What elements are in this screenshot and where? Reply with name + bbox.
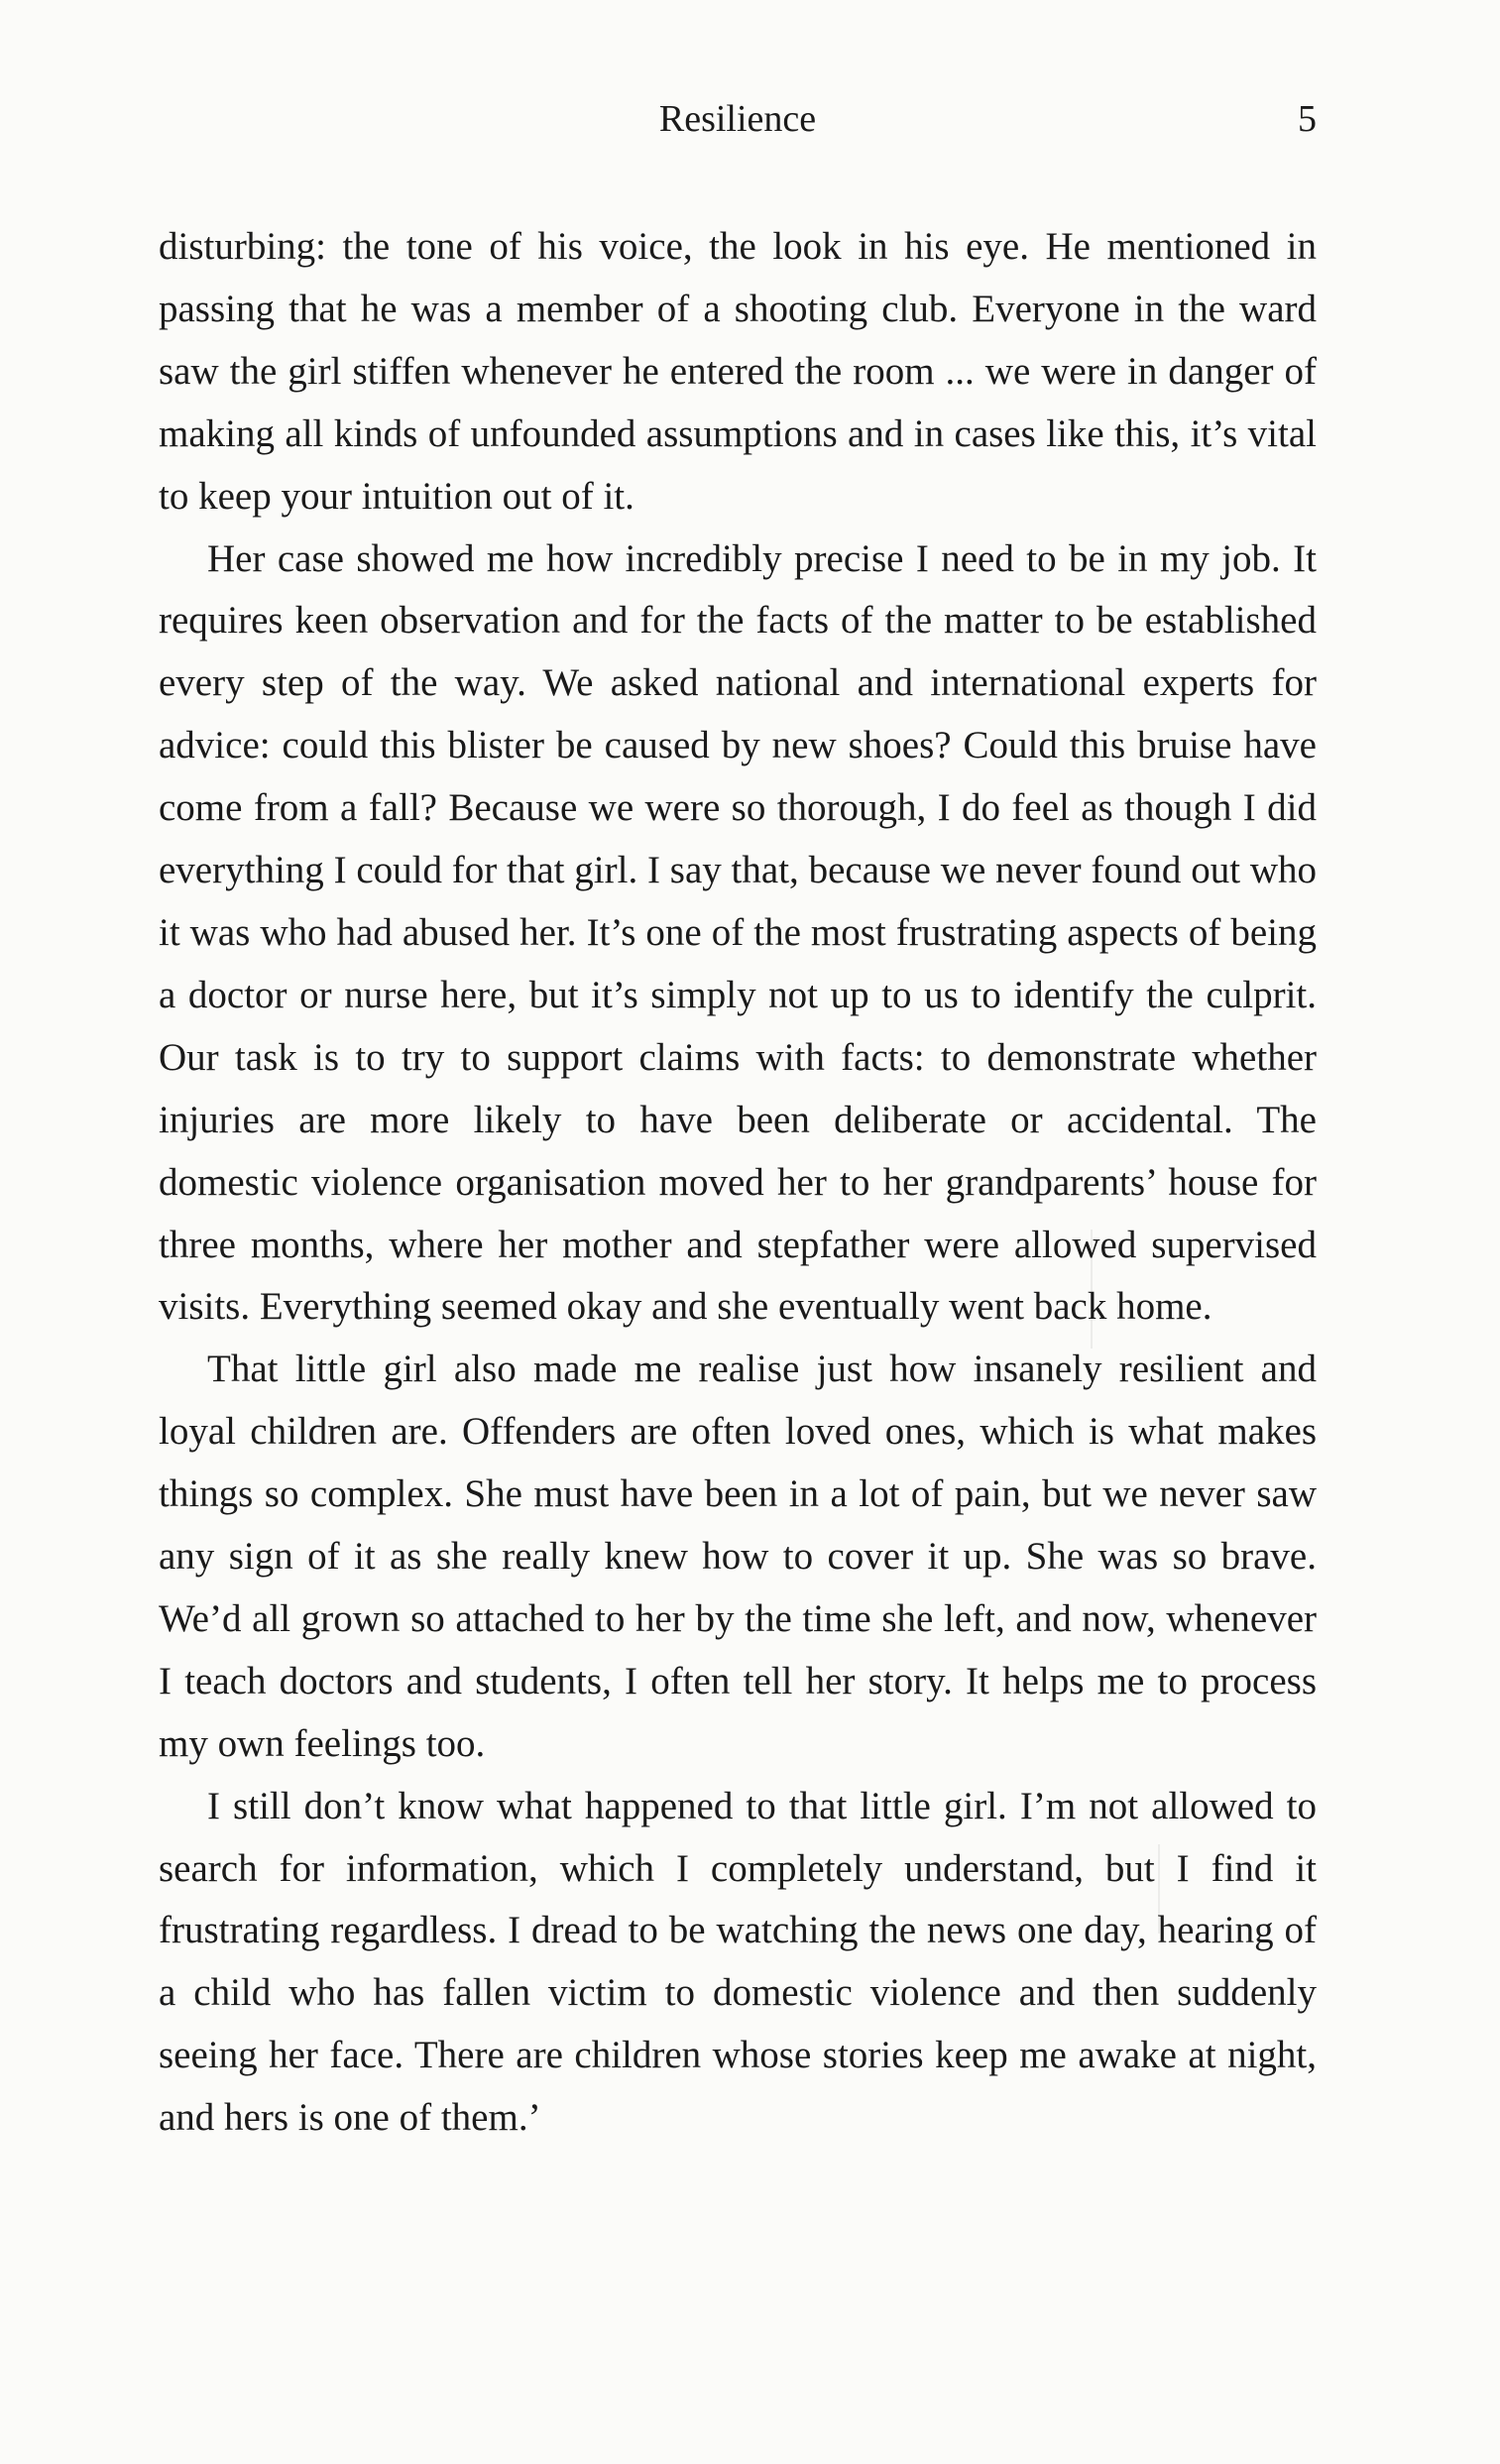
paragraph-continued: disturbing: the tone of his voice, the look in his eye. He mentioned in passing that he was a member of a shooting club. Everyone in the ward saw the girl stiffen whenever he entered the room ... we were in danger of making all kinds of unfounded assumptions and in cases like this, it’s vital to keep your intuition out of it.: [159, 225, 1317, 518]
running-title: Resilience: [658, 98, 817, 140]
paragraph: Her case showed me how incredibly precise I need to be in my job. It requires keen observation and for the facts of the matter to be established every step of the way. We asked national and international experts for advice: could this blister be caused by new shoes? Could this bruise have come from a fall? Because we were so thorough, I do feel as though I did everything I could for that girl. I say that, because we never found out who it was who had abused her. It’s one of the most frustrating aspects of being a doctor or nurse here, but it’s simply not up to us to identify the culprit. Our task is to try to support claims with facts: to demonstrate whether injuries are more likely to have been deliberate or accidental. The domestic violence organisation moved her to her grandparents’ house for three months, where her mother and stepfather were allowed supervised visits. Everything seemed okay and she eventually went back home.: [159, 536, 1317, 1329]
paragraph: That little girl also made me realise just how insanely resilient and loyal children are. Offenders are often loved ones, which is what makes things so complex. She must have been in a lot of pain, but we never saw any sign of it as she really knew how to cover it up. She was so brave. We’d all grown so attached to her by the time she left, and now, whenever I teach doctors and students, I often tell her story. It helps me to process my own feelings too.: [159, 1348, 1317, 1765]
body-text: [159, 216, 1317, 2150]
page-number: 5: [1298, 98, 1317, 140]
paragraph: I still don’t know what happened to that little girl. I’m not allowed to search for information, which I completely understand, but I find it frustrating regardless. I dread to be watching the news one day, hearing of a child who has fallen victim to domestic violence and then suddenly seeing her face. There are children whose stories keep me awake at night, and hers is one of them.’: [159, 1784, 1317, 2140]
running-header: [159, 91, 1317, 147]
